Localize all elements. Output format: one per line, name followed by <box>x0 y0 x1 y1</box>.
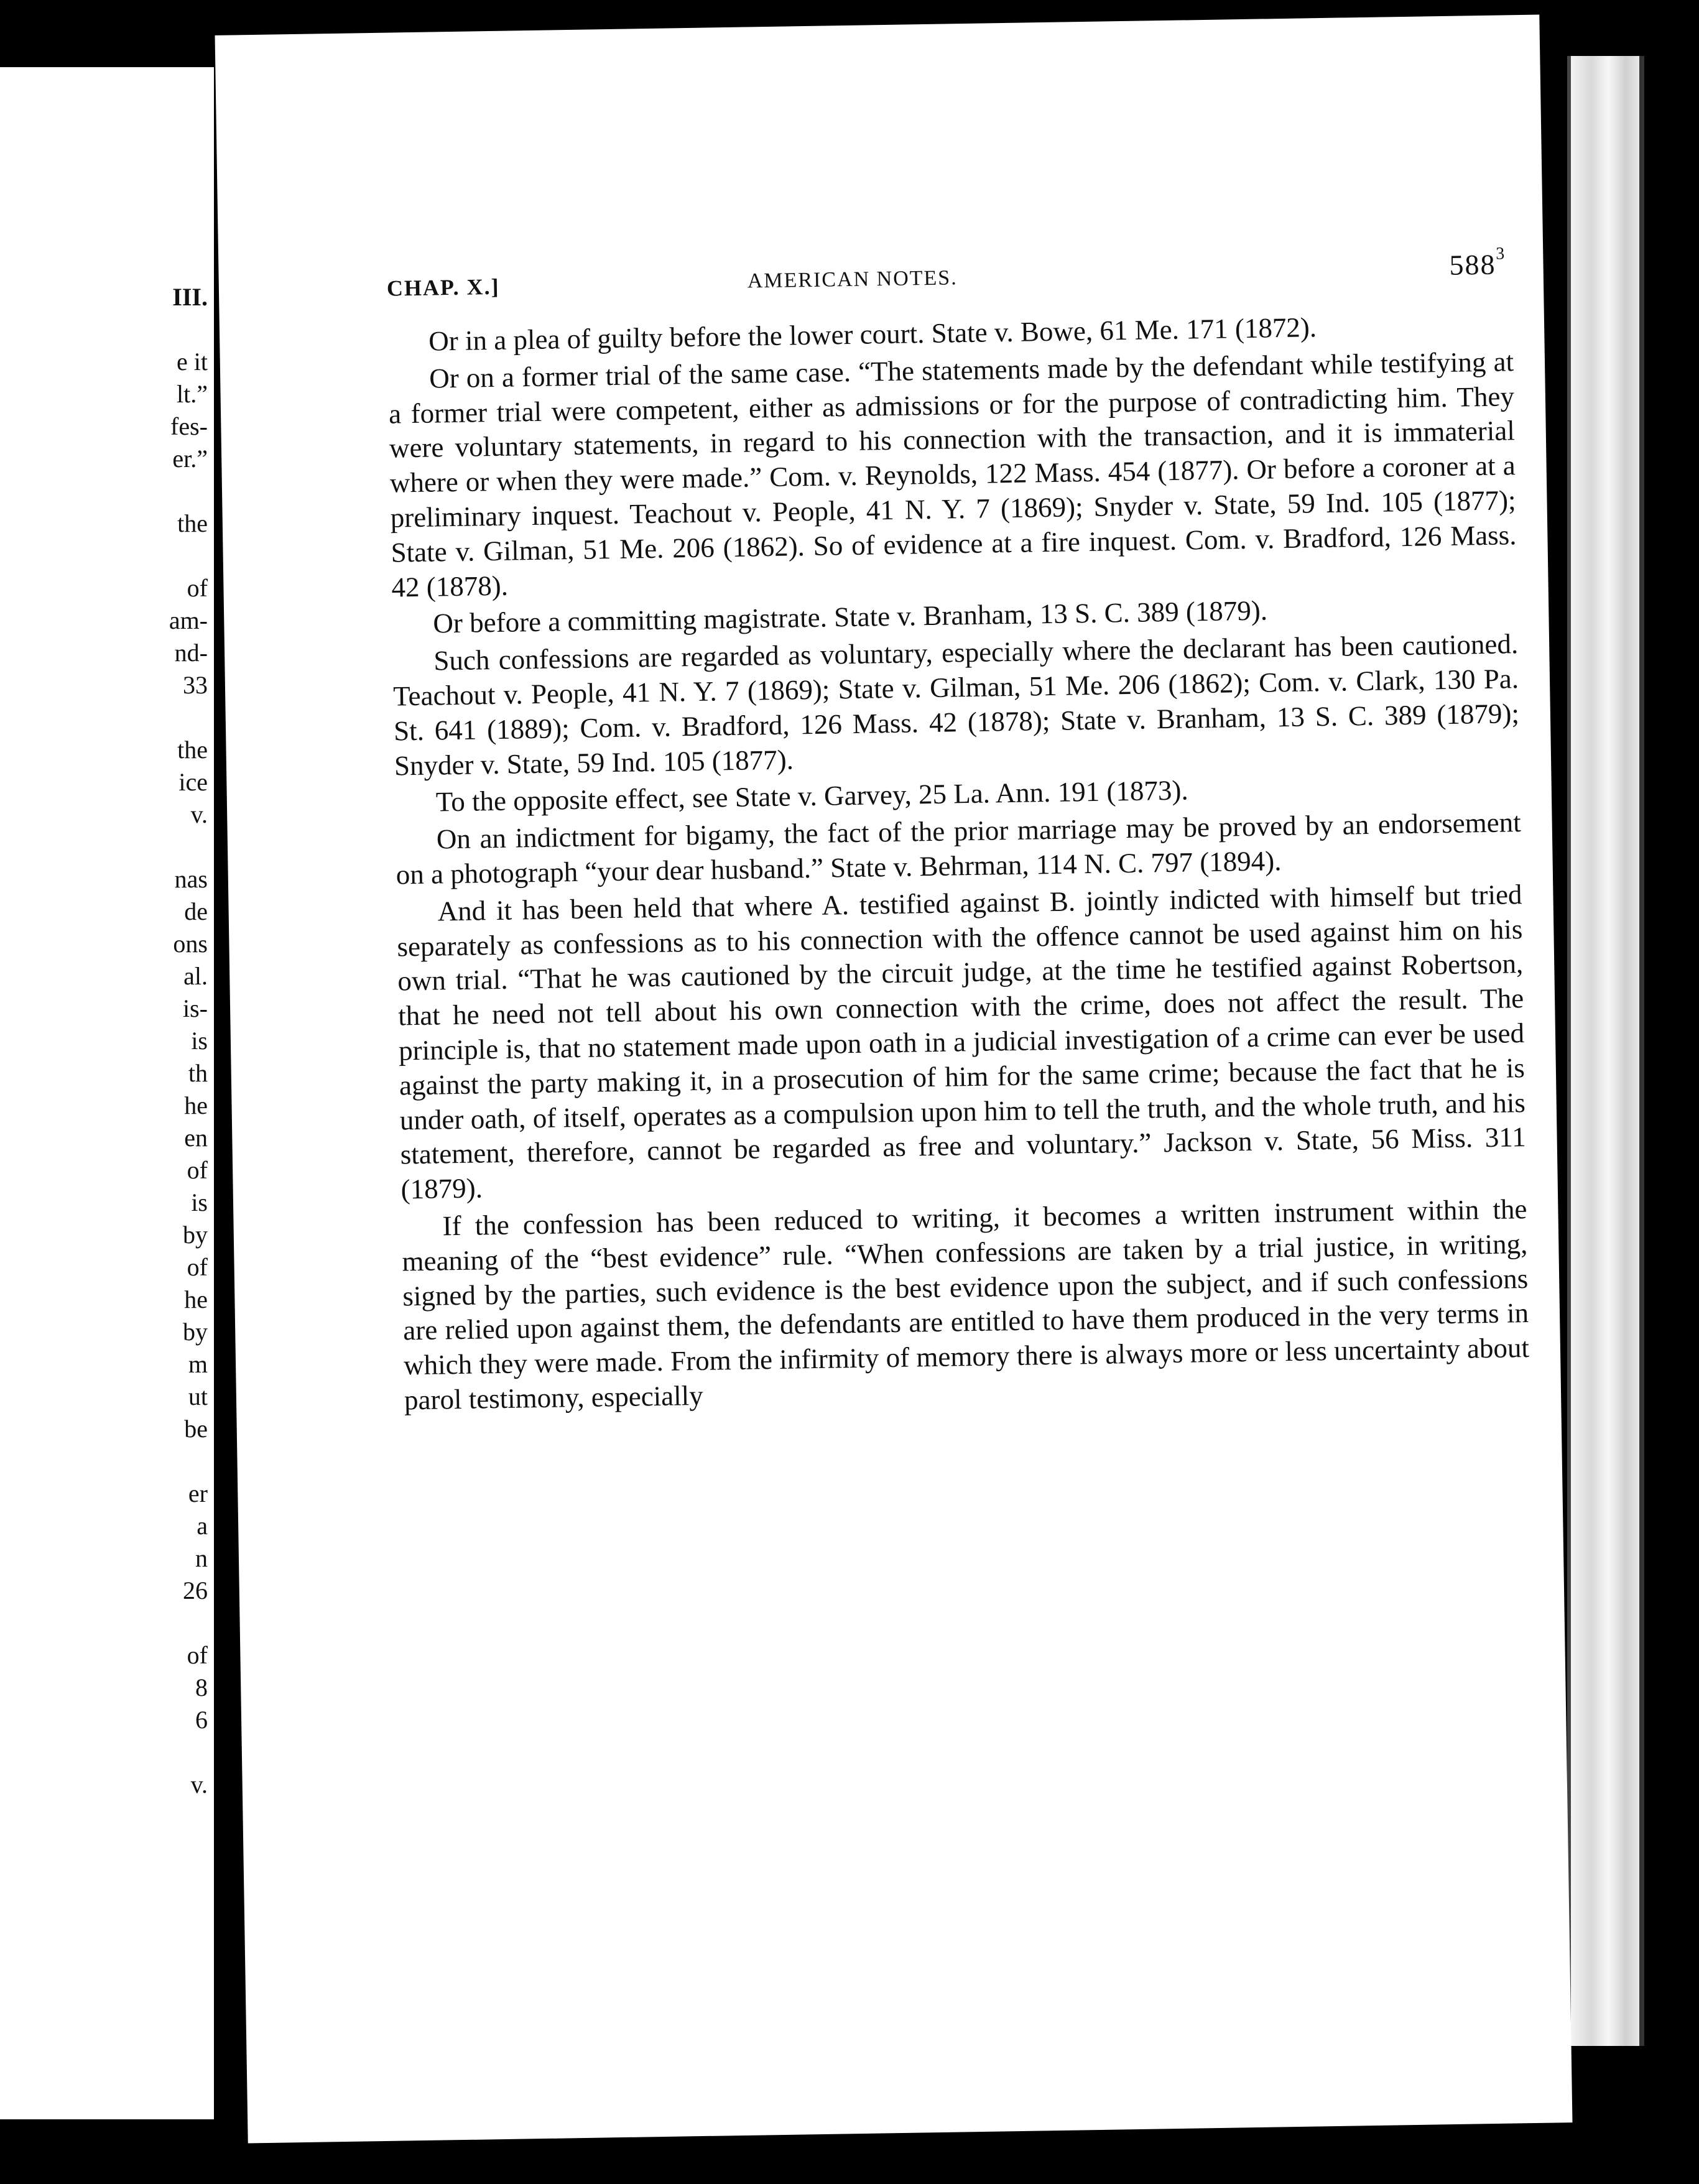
left-page-fragment <box>96 831 208 863</box>
left-page-fragment: v. <box>190 1770 208 1798</box>
left-page-fragment: er <box>188 1479 208 1507</box>
left-page-fragment: 33 <box>183 671 208 699</box>
left-page-fragment: by <box>183 1221 208 1249</box>
left-page-fragment: nd- <box>174 639 208 667</box>
left-page-text-fragments <box>96 67 208 1801</box>
running-title: AMERICAN NOTES. <box>747 266 958 293</box>
left-page-fragment <box>96 313 208 346</box>
paragraph: Or on a former trial of the same case. “The statements made by the defendant while testifying at a former trial were competent, either as admissions or for the purpose of contradicting him. They were voluntary statements, in regard to his connection with the transaction, and it is immaterial where or when they were made.” Com. v. Reynolds, 122 Mass. 454 (1877). Or before a coroner at a preliminary inquest. Teachout v. People, 41 N. Y. 7 (1869); Snyder v. State, 59 Ind. 105 (1877); State v. Gilman, 51 Me. 206 (1862). So of evidence at a fire inquest. Com. v. Bradford, 126 Mass. 42 (1878). <box>388 345 1517 603</box>
left-page-fragment <box>96 1607 208 1639</box>
paragraph: If the confession has been reduced to writing, it becomes a written instrument within the meaning of the “best evidence” rule. “When confessions are taken by a trial justice, in writing, signed by the parties, such evidence is the best evidence upon the subject, and if such confessions are relied upon against them, the defendants are entitled to have them produced in the very terms in which they were made. From the infirmity of memory there is always more or less uncertainty about parol testimony, especially <box>402 1193 1530 1416</box>
left-page-fragment: m <box>188 1350 208 1378</box>
left-page-fragment: the <box>177 509 208 537</box>
left-page-fragment: is <box>191 1027 208 1055</box>
paragraph: On an indictment for bigamy, the fact of the prior marriage may be proved by an endorsement on a photograph “your dear husband.” State v. Behrman, 114 N. C. 797 (1894). <box>396 807 1522 891</box>
left-page-fragment <box>96 701 208 734</box>
left-page-fragment: ons <box>173 930 208 958</box>
paragraph: Or before a committing magistrate. State v. Branham, 13 S. C. 389 (1879). <box>433 595 1268 639</box>
left-page-fragment: of <box>187 1253 208 1281</box>
left-page-fragment: be <box>184 1415 208 1443</box>
left-page-fragment: 8 <box>195 1673 208 1701</box>
left-page-fragment: ut <box>188 1382 208 1410</box>
left-page-fragment: lt.” <box>177 380 208 408</box>
left-page-fragment: e it <box>177 348 208 376</box>
left-page-fragment <box>96 540 208 572</box>
page-number-superscript: 3 <box>1496 244 1506 264</box>
left-page-fragment: fes- <box>170 412 208 440</box>
left-page-fragment <box>96 1736 208 1769</box>
left-page-fragment: ice <box>178 768 208 796</box>
left-page-fragment: the <box>177 736 208 764</box>
running-header <box>386 244 1506 312</box>
left-page <box>0 67 214 2119</box>
left-page-fragment: is- <box>183 994 208 1022</box>
left-page-fragment: am- <box>169 606 208 634</box>
chapter-label: CHAP. X.] <box>386 274 500 301</box>
left-page-fragment: de <box>184 897 208 925</box>
left-page-fragment: nas <box>174 865 208 893</box>
left-page-fragment: he <box>184 1285 208 1313</box>
paragraph: Such confessions are regarded as voluntary, especially where the declarant has been cautioned. Teachout v. People, 41 N. Y. 7 (1869); State v. Gilman, 51 Me. 206 (1862); Com. v. Clark, 130 Pa. St. 641 (1889); Com. v. Bradford, 126 Mass. 42 (1878); State v. Branham, 13 S. C. 389 (1879); Snyder v. State, 59 Ind. 105 (1877). <box>392 628 1520 782</box>
left-page-fragment: th <box>188 1059 208 1087</box>
left-page-fragment: by <box>183 1318 208 1346</box>
left-page-fragment: n <box>195 1544 208 1572</box>
left-page-fragment: of <box>187 574 208 602</box>
left-page-fragment: er.” <box>172 445 208 473</box>
page-edge <box>1567 56 1644 2046</box>
paragraph: Or in a plea of guilty before the lower court. State v. Bowe, 61 Me. 171 (1872). <box>428 312 1317 357</box>
paragraph: To the opposite effect, see State v. Garvey, 25 La. Ann. 191 (1873). <box>435 774 1189 818</box>
left-page-fragment: is <box>191 1188 208 1216</box>
body-text <box>387 307 1530 1418</box>
left-page-fragment: al. <box>183 962 208 990</box>
left-page-fragment <box>96 1445 208 1478</box>
page-number: $588^3$ <box>1449 244 1506 281</box>
left-page-fragment <box>96 475 208 507</box>
left-margin-spacer <box>96 67 208 281</box>
left-page-fragment: en <box>184 1124 208 1152</box>
left-page-fragment: a <box>197 1512 208 1540</box>
paragraph: And it has been held that where A. testified against B. jointly indicted with himself but tried separately as confessions as to his connection with the offence cannot be used against him on his own trial. “That he was cautioned by the circuit judge, at the time he testified against Robertson, that he need not tell about his own connection with the crime, does not affect the result. The principle is, that no statement made upon oath in a judicial investigation of a crime can ever be used against the party making it, in a prosecution of him for the same crime; because the fact that he is under oath, of itself, operates as a compulsion upon him to tell the truth, and the whole truth, and his statement, therefore, cannot be regarded as free and voluntary.” Jackson v. State, 56 Miss. 311 (1879). <box>397 878 1526 1205</box>
right-page <box>215 14 1573 2143</box>
left-page-fragment: he <box>184 1091 208 1119</box>
left-page-fragment: v. <box>190 800 208 828</box>
left-page-fragment: III. <box>172 283 208 311</box>
left-page-fragment: 6 <box>195 1706 208 1734</box>
left-page-fragment: 26 <box>183 1576 208 1604</box>
left-page-fragment: of <box>187 1641 208 1669</box>
left-page-fragment: of <box>187 1156 208 1184</box>
